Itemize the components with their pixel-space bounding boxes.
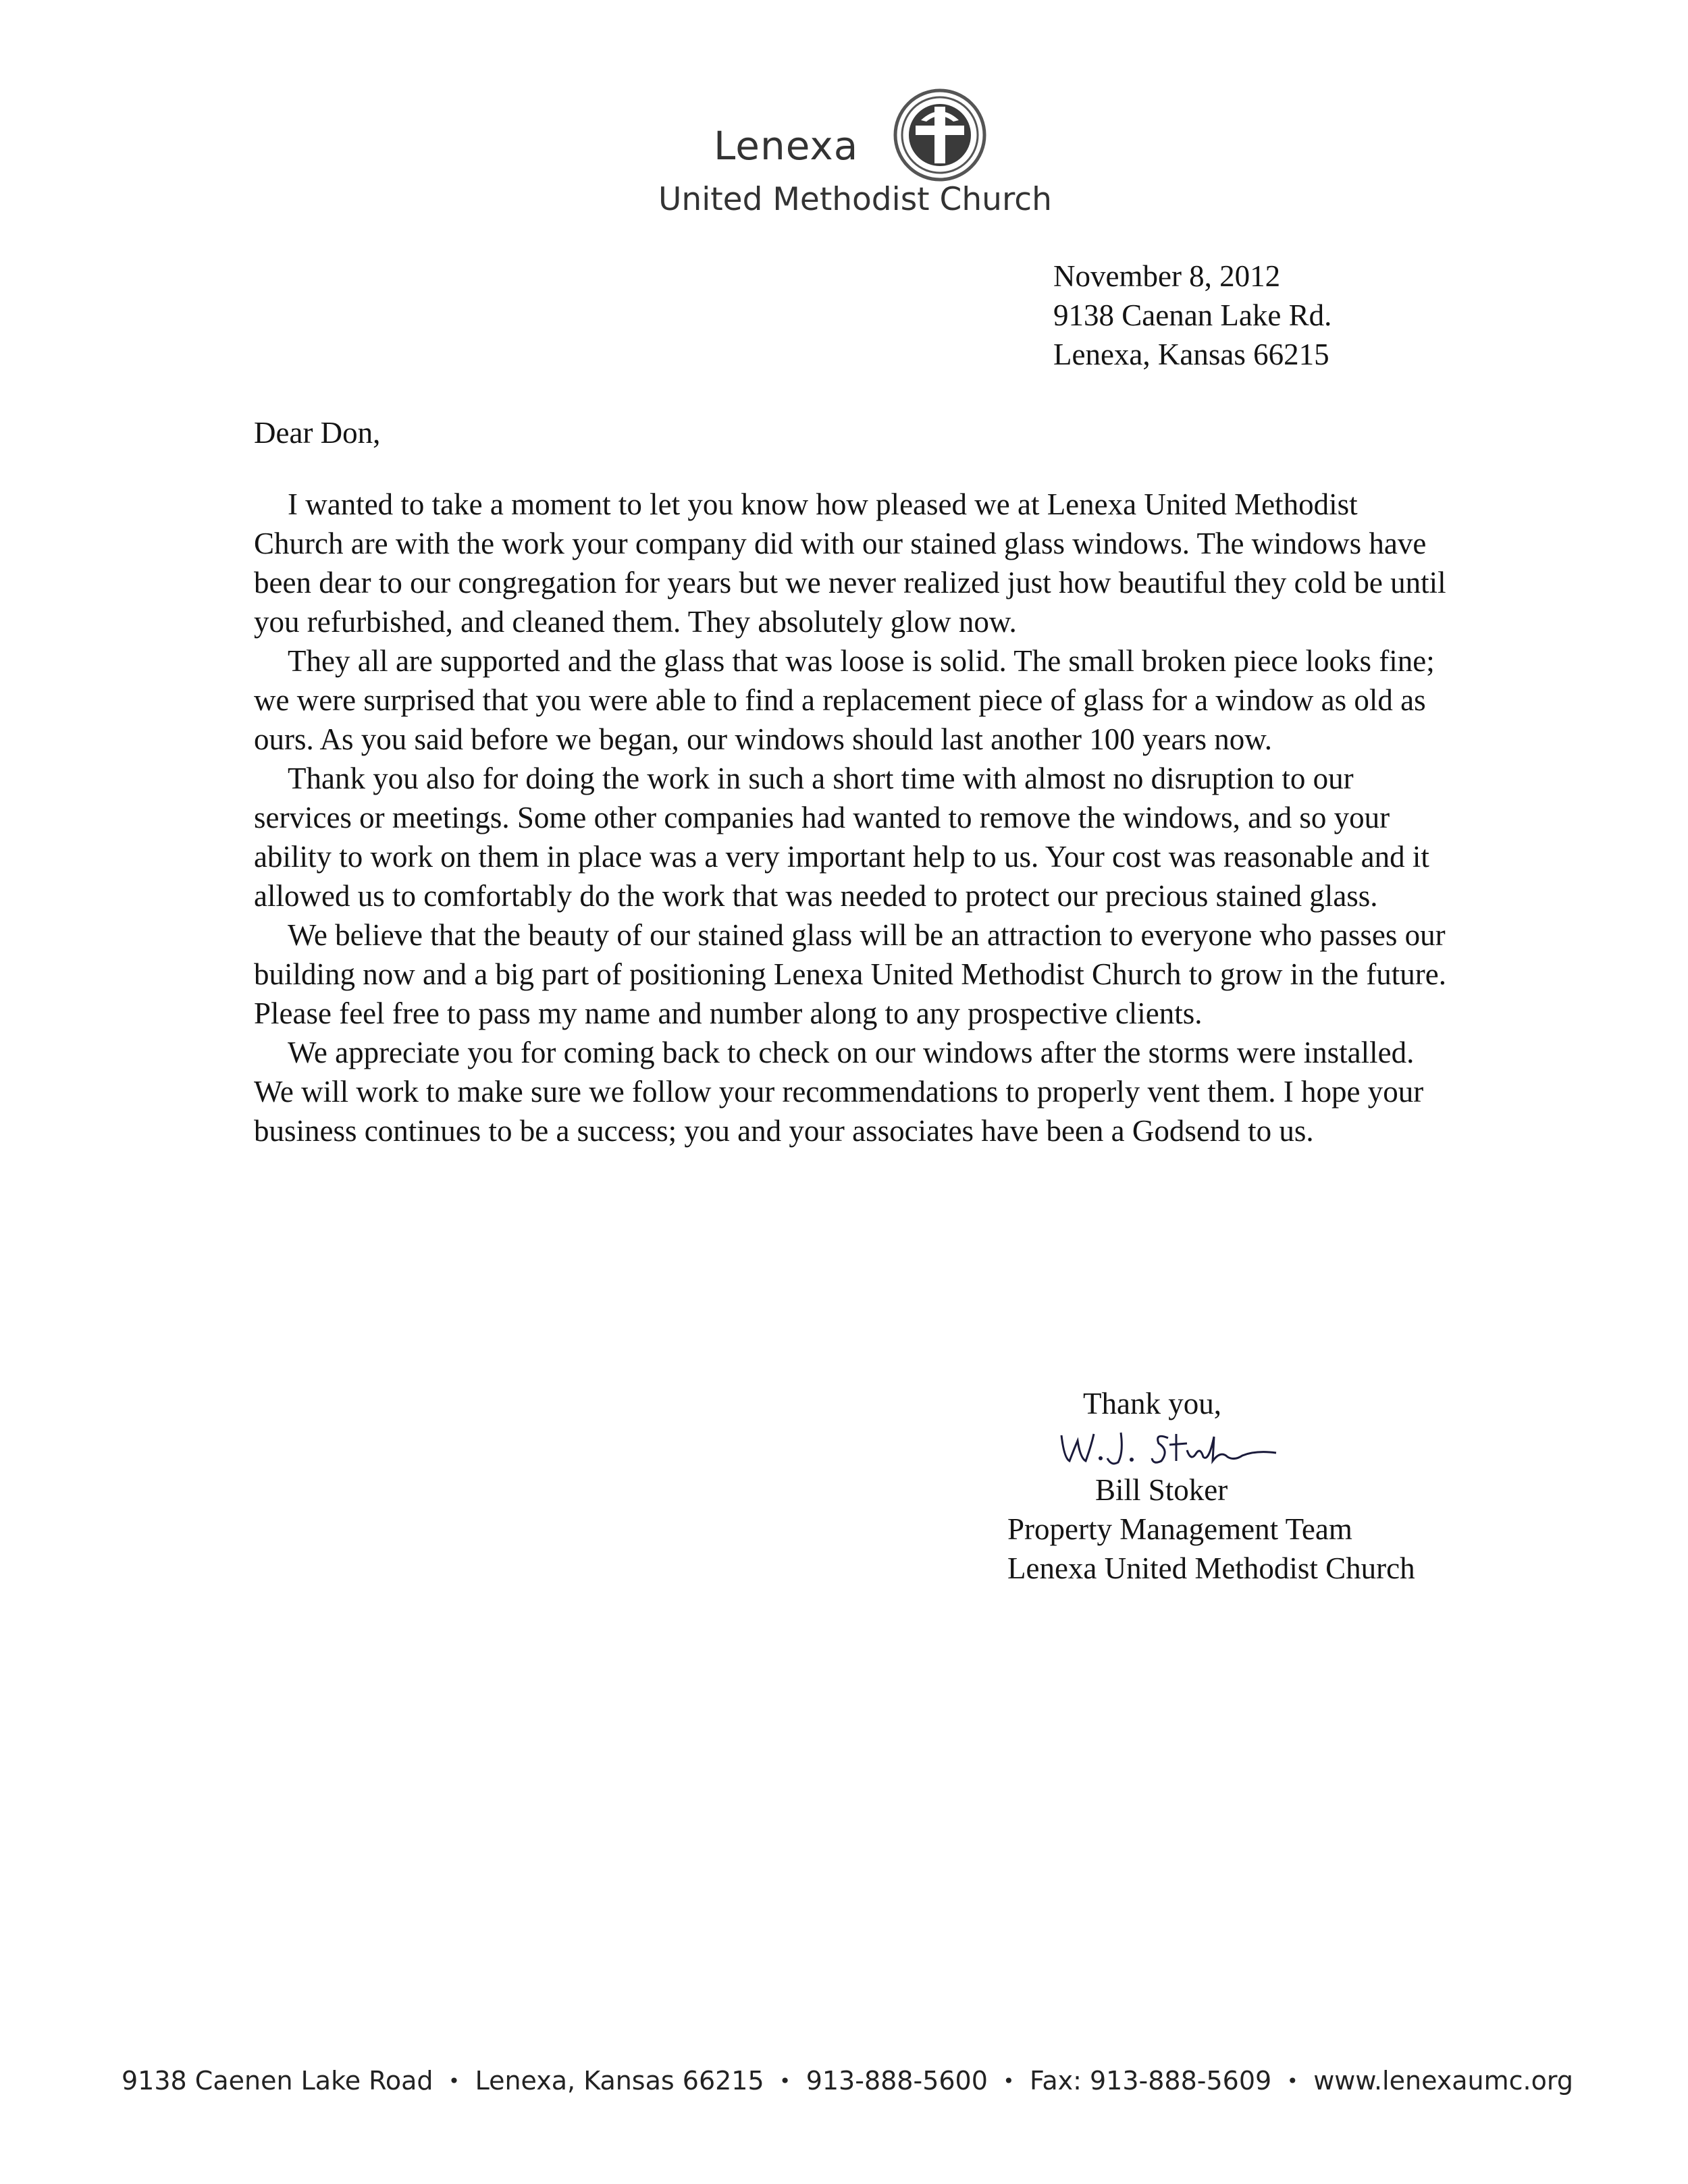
footer-fax: Fax: 913-888-5609 (1029, 2066, 1272, 2096)
footer-city: Lenexa, Kansas 66215 (475, 2066, 764, 2096)
letter-body (254, 485, 1449, 1150)
closing-thanks: Thank you, (1083, 1387, 1221, 1420)
footer-separator: • (448, 2069, 460, 2092)
footer-separator: • (1003, 2069, 1015, 2092)
letter-date: November 8, 2012 (1053, 259, 1281, 293)
body-paragraph: Thank you also for doing the work in such a short time with almost no disruption to our services or meetings. Some other companies had wanted to remove the windows, and so your ability to work on them in place was a very important help to us. Your cost was reasonable and it allowed us to comfortably do the work that was needed to protect our precious stained glass. (254, 762, 1429, 913)
body-paragraph: I wanted to take a moment to let you know how pleased we at Lenexa United Methodist Church are with the work your company did with our stained glass windows. The windows have been dear to our congregation for years but we never realized just how beautiful they cold be until you refurbished, and cleaned them. They absolutely glow now. (254, 487, 1446, 639)
footer-separator: • (1286, 2069, 1298, 2092)
signer-organization: Lenexa United Methodist Church (1007, 1551, 1415, 1585)
body-paragraph: We appreciate you for coming back to check on our windows after the storms were installed. We will work to make sure we follow your recommendations to properly vent them. I hope your business continues to be a success; you and your associates have been a Godsend to us. (254, 1036, 1424, 1148)
footer-address: 9138 Caenen Lake Road (122, 2066, 433, 2096)
letterhead-subtitle: United Methodist Church (658, 181, 1052, 218)
letterhead-name: Lenexa (714, 123, 859, 169)
handwritten-signature (1053, 1423, 1310, 1470)
signer-name: Bill Stoker (1095, 1473, 1228, 1507)
sender-address-line1: 9138 Caenan Lake Rd. (1053, 298, 1332, 332)
footer-website: www.lenexaumc.org (1313, 2066, 1573, 2096)
footer-phone: 913-888-5600 (806, 2066, 988, 2096)
body-paragraph: We believe that the beauty of our stained glass will be an attraction to everyone who passes our building now and a big part of positioning Lenexa United Methodist Church to grow in the future. Please feel free to pass my name and number along to any prospective clients. (254, 918, 1446, 1030)
signer-team: Property Management Team (1007, 1512, 1352, 1546)
salutation: Dear Don, (254, 416, 381, 450)
footer-separator: • (779, 2069, 791, 2092)
body-paragraph: They all are supported and the glass that was loose is solid. The small broken piece looks fine; we were surprised that you were able to find a replacement piece of glass for a window as old as ours. As you said before we began, our windows should last another 100 years now. (254, 644, 1435, 756)
cross-flame-icon (891, 86, 989, 184)
footer (122, 2066, 1573, 2096)
sender-address-line2: Lenexa, Kansas 66215 (1053, 338, 1329, 371)
letterhead (658, 86, 1090, 228)
closing-block (1007, 1384, 1521, 1588)
sender-address-block (1053, 257, 1458, 374)
